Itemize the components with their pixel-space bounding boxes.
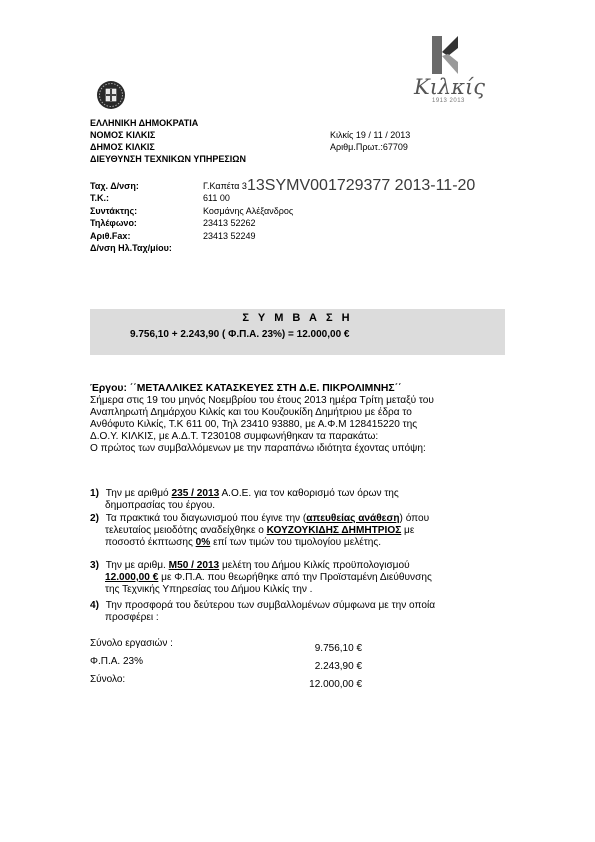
decision-number: 235 / 2013 (171, 488, 220, 499)
contact-phone: 23413 52262 (203, 218, 256, 228)
list-item (90, 513, 429, 525)
intro-line-3: Ανθόφυτο Κιλκίς, Τ.Κ 611 00, Τηλ 23410 93880, με Α.Φ.Μ 128415220 της (90, 419, 418, 430)
item-number: 3) (90, 560, 99, 571)
item-continuation (105, 525, 414, 537)
item-number: 2) (90, 513, 99, 524)
document-date: Κιλκίς 19 / 11 / 2013 (330, 130, 411, 140)
total-value-vat: 2.243,90 € (314, 661, 362, 672)
contact-label-fax: Αριθ.Fax: (90, 231, 131, 241)
item-continuation: προσφέρει : (105, 612, 159, 623)
list-item (90, 560, 410, 572)
contact-label-address: Ταχ. Δ/νση: (90, 181, 139, 191)
item-text: ποσοστό έκπτωσης (105, 537, 196, 548)
intro-line-5: Ο πρώτος των συμβαλλόμενων με την παραπάνω ιδιότητα έχοντας υπόψη: (90, 443, 426, 454)
contact-label-phone: Τηλέφωνο: (90, 218, 137, 228)
list-item (90, 488, 399, 500)
project-title: Έργου: ΄΄ΜΕΤΑΛΛΙΚΕΣ ΚΑΤΑΣΚΕΥΕΣ ΣΤΗ Δ.Ε. ΠΙΚΡΟΛΙΜΝΗΣ΄΄ (90, 383, 402, 394)
item-number: 4) (90, 600, 99, 611)
protocol-number: Αριθμ.Πρωτ.:67709 (330, 142, 408, 152)
contract-title: Σ Υ Μ Β Α Σ Η (242, 312, 353, 324)
intro-line-2: Αναπληρωτή Δημάρχου Κιλκίς και του Κουζουκίδη Δημήτριου με έδρα το (90, 407, 412, 418)
total-label-sum: Σύνολο: (90, 674, 126, 685)
discount-percentage: 0% (195, 537, 211, 548)
contractor-name: ΚΟΥΖΟΥΚΙΔΗΣ ΔΗΜΗΤΡΙΟΣ (266, 525, 402, 536)
item-continuation (105, 572, 432, 584)
contact-address: Γ.Καπέτα 3 (203, 181, 247, 191)
item-number: 1) (90, 488, 99, 499)
study-number: Μ50 / 2013 (168, 560, 220, 571)
item-continuation: της Τεχνικής Υπηρεσίας του Δήμου Κιλκίς την . (105, 584, 313, 595)
item-text: τελευταίος μειοδότης αναδείχθηκε ο (105, 525, 267, 536)
logo-wordmark: Κιλκίς (414, 75, 485, 99)
ada-code-stamp: 13SYMV001729377 2013-11-20 (247, 177, 476, 194)
item-text-tail: με Φ.Π.Α. που θεωρήθηκε από την Προϊσταμένη Διεύθυνσης (158, 572, 432, 583)
contact-label-postcode: Τ.Κ.: (90, 193, 110, 203)
contact-fax: 23413 52249 (203, 231, 256, 241)
greek-coat-of-arms-emblem (96, 80, 126, 110)
contact-label-email: Δ/νση Ηλ.Ταχ/μίου: (90, 243, 172, 253)
item-text: Την με αριθμό (105, 488, 172, 499)
org-line-1: ΕΛΛΗΝΙΚΗ ΔΗΜΟΚΡΑΤΙΑ (90, 118, 199, 128)
kilkis-logo-icon (428, 34, 462, 76)
contact-label-author: Συντάκτης: (90, 206, 138, 216)
org-line-2: ΝΟΜΟΣ ΚΙΛΚΙΣ (90, 130, 156, 140)
budget-amount: 12.000,00 € (105, 572, 159, 583)
total-value-works: 9.756,10 € (314, 643, 362, 654)
item-text: Την προσφορά του δεύτερου των συμβαλλομένων σύμφωνα με την οποία (105, 600, 436, 611)
item-text-tail: με (401, 525, 415, 536)
item-text: Την με αριθμ. (105, 560, 169, 571)
contract-header-box (90, 309, 505, 355)
org-line-3: ΔΗΜΟΣ ΚΙΛΚΙΣ (90, 142, 155, 152)
award-method: απευθείας ανάθεση (306, 513, 400, 524)
logo-years: 1913 2013 (432, 98, 465, 104)
list-item (90, 600, 435, 612)
total-value-sum: 12.000,00 € (309, 679, 362, 690)
item-text-tail: ) όπου (399, 513, 430, 524)
org-line-4: ΔΙΕΥΘΥΝΣΗ ΤΕΧΝΙΚΩΝ ΥΠΗΡΕΣΙΩΝ (90, 154, 246, 164)
contract-amount: 9.756,10 + 2.243,90 ( Φ.Π.Α. 23%) = 12.000,00 € (130, 329, 350, 340)
item-text: Τα πρακτικά του διαγωνισμού που έγινε την ( (105, 513, 307, 524)
item-text-tail: Α.Ο.Ε. για τον καθορισμό των όρων της (219, 488, 399, 499)
item-continuation (105, 537, 381, 549)
contact-postcode: 611 00 (203, 193, 230, 203)
item-text-tail: επί των τιμών του τιμολογίου μελέτης. (210, 537, 382, 548)
total-label-vat: Φ.Π.Α. 23% (90, 656, 143, 667)
item-continuation: δημοπρασίας του έργου. (105, 500, 216, 511)
intro-line-4: Δ.Ο.Υ. ΚΙΛΚΙΣ, με Α.Δ.Τ. Τ230108 συμφωνήθηκαν τα παρακάτω: (90, 431, 379, 442)
contact-author: Κοσμάνης Αλέξανδρος (203, 206, 294, 216)
item-text-tail: μελέτη του Δήμου Κιλκίς προϋπολογισμού (219, 560, 410, 571)
intro-line-1: Σήμερα στις 19 του μηνός Νοεμβρίου του έτους 2013 ημέρα Τρίτη μεταξύ του (90, 395, 434, 406)
total-label-works: Σύνολο εργασιών : (90, 638, 173, 649)
ada-stamp-hidden: ΒΓΣΩΩΕΕ-Η3Φ (438, 164, 446, 165)
